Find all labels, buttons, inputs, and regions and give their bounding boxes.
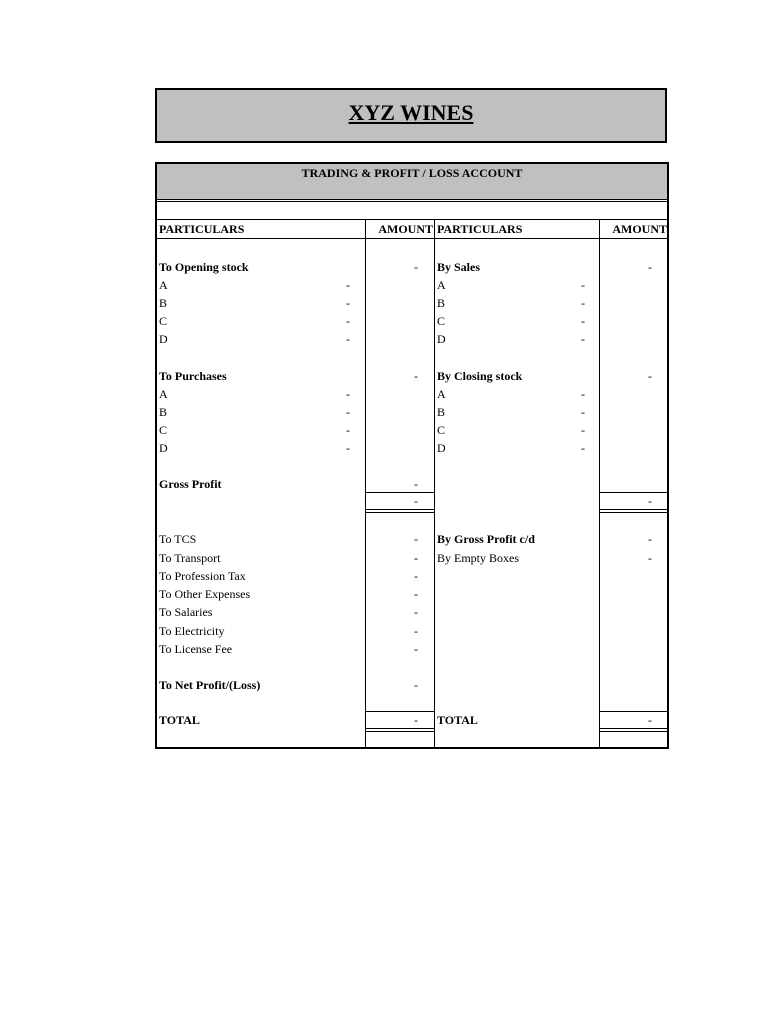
- label-opening-stock: To Opening stock: [159, 260, 249, 274]
- purchase-item-c: C: [159, 423, 168, 437]
- rule-left-subtotal-top: [366, 492, 434, 493]
- header-right-particulars: PARTICULARS: [437, 222, 523, 236]
- amount-net-profit: -: [414, 678, 418, 692]
- rule-left-total-bottom-1: [366, 728, 434, 729]
- label-gross-profit-cd: By Gross Profit c/d: [437, 532, 535, 546]
- label-right-total: TOTAL: [437, 713, 478, 727]
- header-right-amount: AMOUNT: [612, 222, 667, 236]
- label-purchases: To Purchases: [159, 369, 227, 383]
- account-header: [157, 164, 667, 200]
- rule-left-subtotal-bottom-1: [366, 509, 434, 510]
- amount-left-subtotal: -: [414, 494, 418, 508]
- opening-item-a: A: [159, 278, 168, 292]
- account-title: TRADING & PROFIT / LOSS ACCOUNT: [301, 166, 523, 180]
- purchase-item-c-amount: -: [346, 423, 350, 437]
- col-divider-right-amount: [599, 219, 600, 749]
- rule-band: [157, 201, 667, 202]
- rule-right-subtotal-bottom-1: [600, 509, 667, 510]
- sales-item-c: C: [437, 314, 446, 328]
- opening-item-a-amount: -: [346, 278, 350, 292]
- closing-item-a-amount: -: [581, 387, 585, 401]
- sales-item-b: B: [437, 296, 446, 310]
- expense-license-fee-amount: -: [414, 642, 418, 656]
- rule-header-bottom: [157, 238, 667, 239]
- header-left-amount: AMOUNT: [378, 222, 433, 236]
- title-box: [155, 88, 667, 143]
- expense-tcs-amount: -: [414, 532, 418, 546]
- amount-right-total: -: [648, 713, 652, 727]
- rule-right-total-top: [600, 711, 667, 712]
- amount-gross-profit: -: [414, 477, 418, 491]
- opening-item-d: D: [159, 332, 168, 346]
- label-left-total: TOTAL: [159, 713, 200, 727]
- expense-other-amount: -: [414, 587, 418, 601]
- label-sales: By Sales: [437, 260, 481, 274]
- header-left-particulars: PARTICULARS: [159, 222, 245, 236]
- label-closing-stock: By Closing stock: [437, 369, 523, 383]
- rule-left-subtotal-bottom-2: [366, 512, 434, 513]
- purchase-item-b: B: [159, 405, 168, 419]
- page-title: XYZ WINES: [348, 100, 474, 125]
- sales-item-c-amount: -: [581, 314, 585, 328]
- opening-item-c-amount: -: [346, 314, 350, 328]
- expense-profession-tax-amount: -: [414, 569, 418, 583]
- rule-right-subtotal-top: [600, 492, 667, 493]
- amount-empty-boxes: -: [648, 551, 652, 565]
- expense-salaries-amount: -: [414, 605, 418, 619]
- closing-item-b: B: [437, 405, 446, 419]
- closing-item-d: D: [437, 441, 446, 455]
- rule-left-total-top: [366, 711, 434, 712]
- col-divider-middle: [434, 219, 435, 749]
- sales-item-d: D: [437, 332, 446, 346]
- expense-license-fee: To License Fee: [159, 642, 233, 656]
- closing-item-a: A: [437, 387, 446, 401]
- rule-right-total-bottom-2: [600, 731, 667, 732]
- closing-item-d-amount: -: [581, 441, 585, 455]
- purchase-item-a-amount: -: [346, 387, 350, 401]
- account-sheet: [155, 162, 669, 749]
- amount-gross-profit-cd: -: [648, 532, 652, 546]
- rule-left-total-bottom-2: [366, 731, 434, 732]
- closing-item-c-amount: -: [581, 423, 585, 437]
- rule-right-total-bottom-1: [600, 728, 667, 729]
- purchase-item-b-amount: -: [346, 405, 350, 419]
- amount-opening-stock: -: [414, 260, 418, 274]
- sales-item-b-amount: -: [581, 296, 585, 310]
- sales-item-a-amount: -: [581, 278, 585, 292]
- amount-right-subtotal: -: [648, 494, 652, 508]
- expense-electricity-amount: -: [414, 624, 418, 638]
- purchase-item-d: D: [159, 441, 168, 455]
- opening-item-c: C: [159, 314, 168, 328]
- closing-item-b-amount: -: [581, 405, 585, 419]
- rule-right-subtotal-bottom-2: [600, 512, 667, 513]
- expense-transport: To Transport: [159, 551, 221, 565]
- amount-left-total: -: [414, 713, 418, 727]
- opening-item-b: B: [159, 296, 168, 310]
- amount-purchases: -: [414, 369, 418, 383]
- sales-item-d-amount: -: [581, 332, 585, 346]
- expense-salaries: To Salaries: [159, 605, 213, 619]
- expense-tcs: To TCS: [159, 532, 197, 546]
- purchase-item-d-amount: -: [346, 441, 350, 455]
- purchase-item-a: A: [159, 387, 168, 401]
- amount-sales: -: [648, 260, 652, 274]
- rule-header-top: [157, 219, 667, 220]
- label-empty-boxes: By Empty Boxes: [437, 551, 520, 565]
- sales-item-a: A: [437, 278, 446, 292]
- expense-profession-tax: To Profession Tax: [159, 569, 246, 583]
- closing-item-c: C: [437, 423, 446, 437]
- opening-item-b-amount: -: [346, 296, 350, 310]
- expense-other: To Other Expenses: [159, 587, 251, 601]
- label-gross-profit: Gross Profit: [159, 477, 222, 491]
- opening-item-d-amount: -: [346, 332, 350, 346]
- expense-electricity: To Electricity: [159, 624, 225, 638]
- label-net-profit: To Net Profit/(Loss): [159, 678, 261, 692]
- expense-transport-amount: -: [414, 551, 418, 565]
- amount-closing-stock: -: [648, 369, 652, 383]
